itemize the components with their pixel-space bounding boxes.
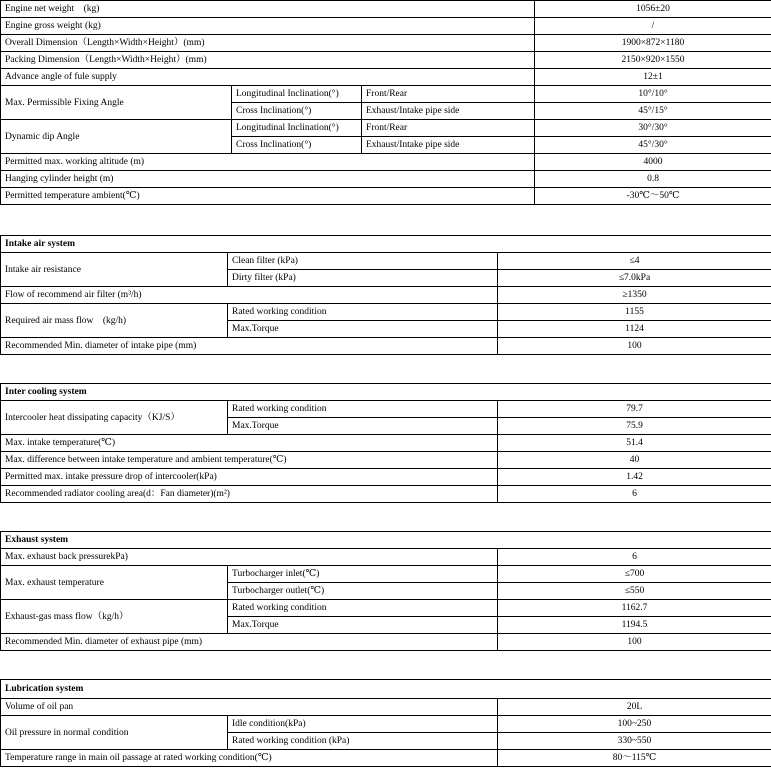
oil-pan-value: 20L [498, 699, 771, 716]
max-torque-label: Max.Torque [228, 321, 498, 338]
intake-title: Intake air system [1, 236, 771, 253]
overall-dimension-label: Overall Dimension（Length×Width×Height）(mm) [1, 35, 535, 52]
air-filter-flow-label: Flow of recommend air filter (m³/h) [1, 287, 498, 304]
table-row [1, 69, 771, 86]
intercooling-title: Inter cooling system [1, 384, 771, 401]
table-row [1, 236, 771, 253]
rated-condition-value: 1155 [498, 304, 771, 321]
fixing-angle-dir: Front/Rear [362, 86, 535, 103]
dip-angle-value: 30°/30° [535, 120, 771, 137]
dip-angle-label: Dynamic dip Angle [1, 120, 232, 154]
advance-angle-value: 12±1 [535, 69, 771, 86]
fixing-angle-dir: Exhaust/Intake pipe side [362, 103, 535, 120]
table-row [1, 120, 771, 137]
intercooling-table [0, 383, 771, 503]
table-row [1, 384, 771, 401]
max-intake-temp-label: Max. intake temperature(℃) [1, 435, 498, 452]
intake-resistance-label: Intake air resistance [1, 253, 228, 287]
pressure-drop-value: 1.42 [498, 469, 771, 486]
intake-table [0, 235, 771, 355]
altitude-label: Permitted max. working altitude (m) [1, 154, 535, 171]
rated-condition-value: 330~550 [498, 733, 771, 750]
pressure-drop-label: Permitted max. intake pressure drop of intercooler(kPa) [1, 469, 498, 486]
table-row [1, 680, 771, 699]
air-filter-flow-value: ≥1350 [498, 287, 771, 304]
oil-pressure-label: Oil pressure in normal condition [1, 716, 228, 750]
engine-net-weight-label: Engine net weight (kg) [1, 1, 535, 18]
engine-gross-weight-label: Engine gross weight (kg) [1, 18, 535, 35]
max-intake-temp-value: 51.4 [498, 435, 771, 452]
table-row [1, 338, 771, 355]
engine-net-weight-value: 1056±20 [535, 1, 771, 18]
oil-pan-label: Volume of oil pan [1, 699, 498, 716]
hanging-height-value: 0.8 [535, 171, 771, 188]
table-row [1, 486, 771, 503]
air-mass-flow-label: Required air mass flow (kg/h) [1, 304, 228, 338]
turbo-inlet-value: ≤700 [498, 566, 771, 583]
table-row [1, 35, 771, 52]
table-row [1, 18, 771, 35]
table-row [1, 566, 771, 583]
rated-condition-label: Rated working condition [228, 304, 498, 321]
max-torque-value: 1194.5 [498, 617, 771, 634]
turbo-outlet-value: ≤550 [498, 583, 771, 600]
table-row [1, 253, 771, 270]
table-row [1, 750, 771, 767]
engine-gross-weight-value: / [535, 18, 771, 35]
radiator-area-value: 6 [498, 486, 771, 503]
temperature-value: -30℃～50℃ [535, 188, 771, 205]
table-row [1, 52, 771, 69]
fixing-angle-label: Max. Permissible Fixing Angle [1, 86, 232, 120]
table-row [1, 699, 771, 716]
table-row [1, 435, 771, 452]
fixing-angle-param: Longitudinal Inclination(°) [232, 86, 362, 103]
dip-angle-param: Longitudinal Inclination(°) [232, 120, 362, 137]
hanging-height-label: Hanging cylinder height (m) [1, 171, 535, 188]
rated-condition-label: Rated working condition (kPa) [228, 733, 498, 750]
idle-condition-label: Idle condition(kPa) [228, 716, 498, 733]
back-pressure-label: Max. exhaust back pressurekPa) [1, 549, 498, 566]
engine-general-table [0, 0, 771, 205]
max-torque-label: Max.Torque [228, 418, 498, 435]
dip-angle-param: Cross Inclination(°) [232, 137, 362, 154]
temperature-label: Permitted temperature ambient(℃) [1, 188, 535, 205]
intake-pipe-diameter-value: 100 [498, 338, 771, 355]
rated-condition-label: Rated working condition [228, 401, 498, 418]
idle-condition-value: 100~250 [498, 716, 771, 733]
table-row [1, 549, 771, 566]
rated-condition-value: 79.7 [498, 401, 771, 418]
table-row [1, 1, 771, 18]
max-temp-diff-label: Max. difference between intake temperature and ambient temperature(℃) [1, 452, 498, 469]
table-row [1, 154, 771, 171]
fixing-angle-param: Cross Inclination(°) [232, 103, 362, 120]
max-torque-label: Max.Torque [228, 617, 498, 634]
advance-angle-label: Advance angle of fule supply [1, 69, 535, 86]
packing-dimension-label: Packing Dimension（Length×Width×Height）(mm) [1, 52, 535, 69]
intercooler-heat-label: Intercooler heat dissipating capacity（KJ/S） [1, 401, 228, 435]
altitude-value: 4000 [535, 154, 771, 171]
table-row [1, 304, 771, 321]
table-row [1, 600, 771, 617]
table-row [1, 401, 771, 418]
lubrication-table [0, 679, 771, 767]
exhaust-temp-label: Max. exhaust temperature [1, 566, 228, 600]
table-row [1, 188, 771, 205]
lubrication-title: Lubrication system [1, 680, 771, 699]
rated-condition-value: 1162.7 [498, 600, 771, 617]
oil-temp-range-value: 80～115℃ [498, 750, 771, 767]
overall-dimension-value: 1900×872×1180 [535, 35, 771, 52]
exhaust-pipe-diameter-value: 100 [498, 634, 771, 651]
exhaust-title: Exhaust system [1, 532, 771, 549]
table-row [1, 716, 771, 733]
table-row [1, 171, 771, 188]
intake-pipe-diameter-label: Recommended Min. diameter of intake pipe (mm) [1, 338, 498, 355]
max-torque-value: 1124 [498, 321, 771, 338]
dirty-filter-label: Dirty filter (kPa) [228, 270, 498, 287]
fixing-angle-value: 45°/15° [535, 103, 771, 120]
table-row [1, 532, 771, 549]
clean-filter-label: Clean filter (kPa) [228, 253, 498, 270]
turbo-inlet-label: Turbocharger inlet(℃) [228, 566, 498, 583]
oil-temp-range-label: Temperature range in main oil passage at rated working condition(℃) [1, 750, 498, 767]
exhaust-table [0, 531, 771, 651]
turbo-outlet-label: Turbocharger outlet(℃) [228, 583, 498, 600]
table-row [1, 452, 771, 469]
radiator-area-label: Recommended radiator cooling area(d：Fan diameter)(m²) [1, 486, 498, 503]
dip-angle-value: 45°/30° [535, 137, 771, 154]
dip-angle-dir: Front/Rear [362, 120, 535, 137]
fixing-angle-value: 10°/10° [535, 86, 771, 103]
max-temp-diff-value: 40 [498, 452, 771, 469]
dirty-filter-value: ≤7.0kPa [498, 270, 771, 287]
table-row [1, 634, 771, 651]
clean-filter-value: ≤4 [498, 253, 771, 270]
rated-condition-label: Rated working condition [228, 600, 498, 617]
back-pressure-value: 6 [498, 549, 771, 566]
table-row [1, 287, 771, 304]
table-row [1, 86, 771, 103]
packing-dimension-value: 2150×920×1550 [535, 52, 771, 69]
table-row [1, 469, 771, 486]
max-torque-value: 75.9 [498, 418, 771, 435]
dip-angle-dir: Exhaust/Intake pipe side [362, 137, 535, 154]
exhaust-mass-flow-label: Exhaust-gas mass flow（kg/h） [1, 600, 228, 634]
exhaust-pipe-diameter-label: Recommended Min. diameter of exhaust pipe (mm) [1, 634, 498, 651]
